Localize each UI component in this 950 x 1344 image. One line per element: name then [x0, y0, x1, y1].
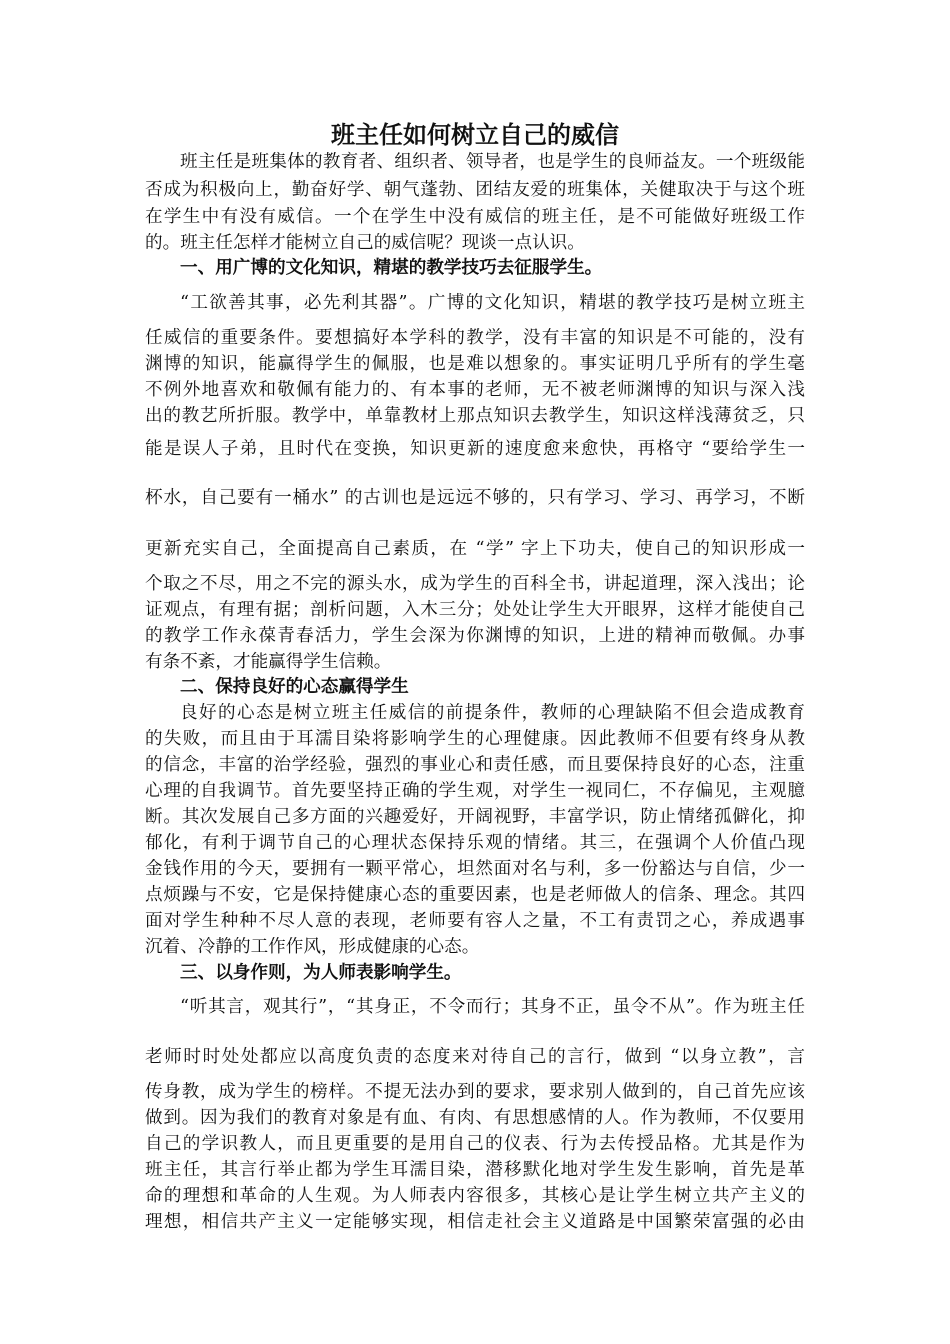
section2-line: 心理的自我调节。首先要坚持正确的学生观，对学生一视同仁，不存偏见，主观臆	[145, 781, 805, 801]
section1-line: 的教学工作永葆青春活力，学生会深为你渊博的知识，上进的精神而敬佩。办事	[145, 626, 805, 646]
section1-line: 个取之不尽，用之不完的源头水，成为学生的百科全书，讲起道理，深入浅出；论	[145, 574, 805, 594]
section2-line: 沉着、冷静的工作作风，形成健康的心态。	[145, 937, 480, 957]
section1-line: 证观点，有理有据；剖析问题，入木三分；处处让学生大开眼界，这样才能使自己	[145, 600, 805, 620]
section1-line: 不例外地喜欢和敬佩有能力的、有本事的老师，无不被老师渊博的知识与深入浅	[145, 380, 805, 400]
intro-line: 否成为积极向上，勤奋好学、朝气蓬勃、团结友爱的班集体，关健取决于与这个班	[145, 180, 805, 200]
section3-line: 班主任，其言行举止都为学生耳濡目染，潜移默化地对学生发生影响，首先是革	[145, 1160, 805, 1180]
section3-line: 命的理想和革命的人生观。为人师表内容很多，其核心是让学生树立共产主义的	[145, 1186, 805, 1206]
section2-line: 金钱作用的今天，要拥有一颗平常心，坦然面对名与利，多一份豁达与自信，少一	[145, 859, 805, 879]
section1-line: “工欲善其事，必先利其器”。广博的文化知识，精堪的教学技巧是树立班主	[180, 293, 805, 313]
section3-line: 自己的学识教人，而且更重要的是用自己的仪表、行为去传授品格。尤其是作为	[145, 1134, 805, 1154]
section1-line: 能是误人子弟，且时代在变换，知识更新的速度愈来愈快，再格守 “要给学生一	[145, 439, 805, 459]
section-heading-3: 三、以身作则，为人师表影响学生。	[180, 963, 462, 983]
section2-line: 面对学生种种不尽人意的表现，老师要有容人之量，不工有责罚之心，养成遇事	[145, 911, 805, 931]
section1-line: 有条不紊，才能赢得学生信赖。	[145, 652, 392, 672]
section2-line: 点烦躁与不安，它是保持健康心态的重要因素，也是老师做人的信条、理念。其四	[145, 885, 805, 905]
section1-line: 杯水，自己要有一桶水” 的古训也是远远不够的，只有学习、学习、再学习，不断	[145, 488, 805, 508]
intro-line: 在学生中有没有威信。一个在学生中没有威信的班主任，是不可能做好班级工作	[145, 207, 805, 227]
section1-line: 更新充实自己，全面提高自己素质，在 “学” 字上下功夫，使自己的知识形成一	[145, 539, 805, 559]
section2-line: 的失败，而且由于耳濡目染将影响学生的心理健康。因此教师不但要有终身从教	[145, 729, 805, 749]
section1-line: 出的教艺所折服。教学中，单靠教材上那点知识去教学生，知识这样浅薄贫乏，只	[145, 406, 805, 426]
section2-line: 郁化，有利于调节自己的心理状态保持乐观的情绪。其三，在强调个人价值凸现	[145, 833, 805, 853]
section3-line: 传身教，成为学生的榜样。不提无法办到的要求，要求别人做到的，自己首先应该	[145, 1082, 805, 1102]
section2-line: 断。其次发展自己多方面的兴趣爱好，开阔视野，丰富学识，防止情绪孤僻化，抑	[145, 807, 805, 827]
section3-line: 老师时时处处都应以高度负责的态度来对待自己的言行，做到 “以身立教”，言	[145, 1047, 805, 1067]
section-heading-2: 二、保持良好的心态赢得学生	[180, 677, 409, 697]
intro-line: 班主任是班集体的教育者、组织者、领导者，也是学生的良师益友。一个班级能	[180, 152, 805, 172]
section2-line: 良好的心态是树立班主任威信的前提条件，教师的心理缺陷不但会造成教育	[180, 703, 805, 723]
page-title: 班主任如何树立自己的威信	[331, 121, 619, 149]
section3-line: 理想，相信共产主义一定能够实现，相信走社会主义道路是中国繁荣富强的必由	[145, 1212, 805, 1232]
section-heading-1: 一、用广博的文化知识，精堪的教学技巧去征服学生。	[180, 258, 603, 278]
section2-line: 的信念，丰富的治学经验，强烈的事业心和责任感，而且要保持良好的心态，注重	[145, 755, 805, 775]
section3-line: 做到。因为我们的教育对象是有血、有肉、有思想感情的人。作为教师，不仅要用	[145, 1108, 805, 1128]
section1-line: 任威信的重要条件。要想搞好本学科的教学，没有丰富的知识是不可能的，没有	[145, 328, 805, 348]
section1-line: 渊博的知识，能赢得学生的佩服，也是难以想象的。事实证明几乎所有的学生毫	[145, 354, 805, 374]
section3-line: “听其言，观其行”，“其身正，不令而行；其身不正，虽令不从”。作为班主任	[180, 997, 805, 1017]
intro-line: 的。班主任怎样才能树立自己的威信呢？现谈一点认识。	[145, 233, 585, 253]
